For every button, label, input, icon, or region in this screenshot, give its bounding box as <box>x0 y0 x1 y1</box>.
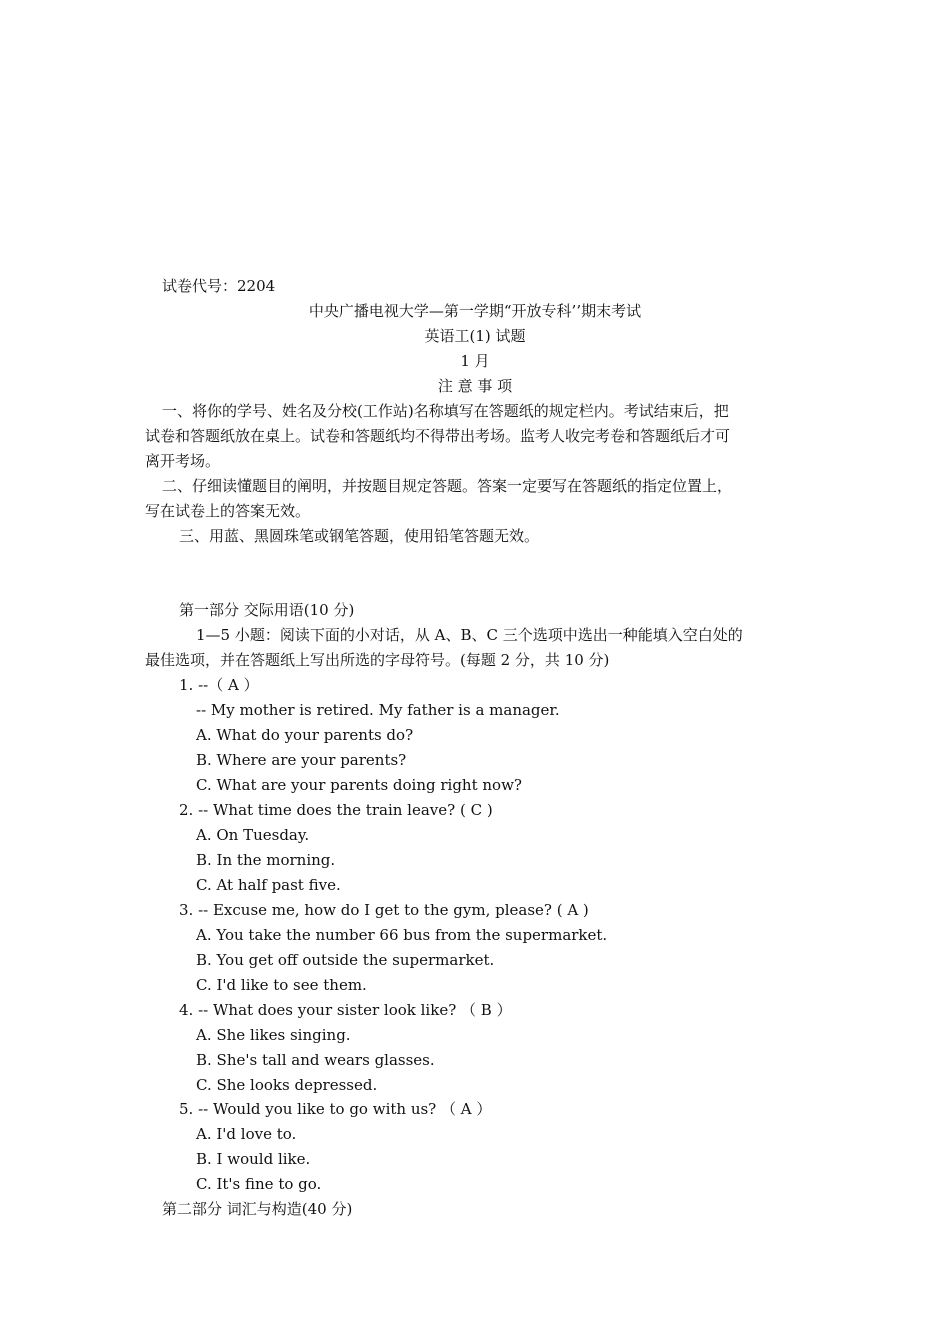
exam-title: 中央广播电视大学—第一学期“开放专科’’期末考试 <box>308 302 642 320</box>
part2-heading: 第二部分 词汇与构造(40 分) <box>162 1200 353 1218</box>
question-3-stem: 3. -- Excuse me, how do I get to the gym, please? ( A ) <box>179 901 589 919</box>
question-4-option-b: B. She's tall and wears glasses. <box>196 1051 435 1069</box>
part1-instructions-line-2: 最佳选项，并在答题纸上写出所选的字母符号。(每题 2 分，共 10 分) <box>145 651 610 669</box>
question-1-response: -- My mother is retired. My father is a manager. <box>196 701 560 719</box>
question-1-stem: 1. --（ A ） <box>179 676 259 694</box>
question-1-option-b: B. Where are your parents? <box>196 751 407 769</box>
part1-heading: 第一部分 交际用语(10 分) <box>179 601 355 619</box>
question-2-option-a: A. On Tuesday. <box>196 826 310 844</box>
notice-1-line-1: 一、将你的学号、姓名及分校(工作站)名称填写在答题纸的规定栏内。考试结束后，把 <box>162 402 729 420</box>
question-2-stem: 2. -- What time does the train leave? ( C ) <box>179 801 493 819</box>
question-3-option-c: C. I'd like to see them. <box>196 976 367 994</box>
notice-1-line-2: 试卷和答题纸放在桌上。试卷和答题纸均不得带出考场。监考人收完考卷和答题纸后才可 <box>145 427 731 445</box>
exam-month: 1 月 <box>460 352 490 370</box>
question-2-option-b: B. In the morning. <box>196 851 336 869</box>
question-1-option-c: C. What are your parents doing right now? <box>196 776 522 794</box>
question-5-option-b: B. I would like. <box>196 1150 311 1168</box>
notice-2-line-1: 二、仔细读懂题目的阐明，并按题目规定答题。答案一定要写在答题纸的指定位置上， <box>162 477 733 495</box>
question-4-option-a: A. She likes singing. <box>196 1026 351 1044</box>
question-3-option-b: B. You get off outside the supermarket. <box>196 951 495 969</box>
question-4-option-c: C. She looks depressed. <box>196 1076 378 1094</box>
notice-heading: 注 意 事 项 <box>437 377 513 395</box>
question-5-stem: 5. -- Would you like to go with us? （ A ） <box>179 1100 492 1118</box>
notice-3-line-1: 三、用蓝、黑圆珠笔或钢笔答题，使用铅笔答题无效。 <box>179 527 540 545</box>
notice-2-line-2: 写在试卷上的答案无效。 <box>145 502 311 520</box>
question-2-option-c: C. At half past five. <box>196 876 341 894</box>
question-1-option-a: A. What do your parents do? <box>196 726 414 744</box>
question-5-option-c: C. It's fine to go. <box>196 1175 322 1193</box>
part1-instructions-line-1: 1—5 小题：阅读下面的小对话，从 A、B、C 三个选项中选出一种能填入空白处的 <box>196 626 743 644</box>
notice-1-line-3: 离开考场。 <box>145 452 221 470</box>
paper-code: 试卷代号：2204 <box>162 277 276 295</box>
exam-subject: 英语工(1) 试题 <box>424 327 526 345</box>
question-5-option-a: A. I'd love to. <box>196 1125 297 1143</box>
question-4-stem: 4. -- What does your sister look like? （ B ） <box>179 1001 512 1019</box>
question-3-option-a: A. You take the number 66 bus from the supermarket. <box>196 926 608 944</box>
